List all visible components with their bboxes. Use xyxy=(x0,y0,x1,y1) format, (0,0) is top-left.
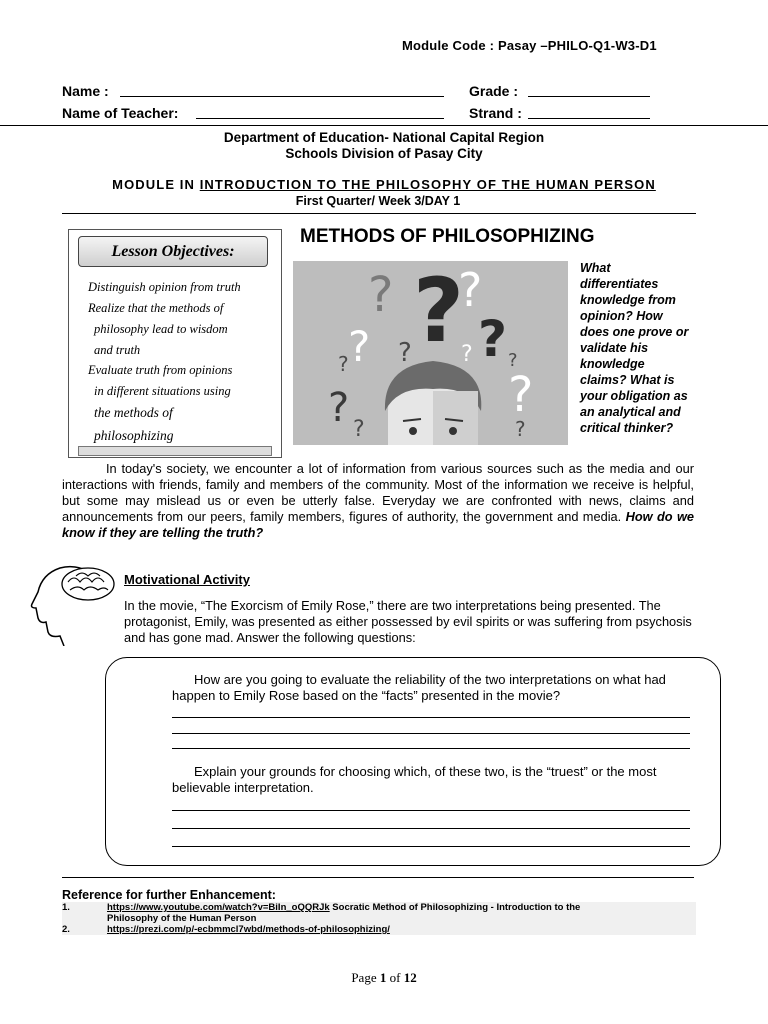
answer-line[interactable] xyxy=(172,846,690,847)
svg-text:?: ? xyxy=(458,263,483,317)
department-line-1: Department of Education- National Capital Region xyxy=(223,130,545,145)
title-divider xyxy=(62,213,696,214)
objectives-footer-bar xyxy=(78,446,272,456)
reference-description: Philosophy of the Human Person xyxy=(107,913,257,924)
module-prefix: MODULE IN xyxy=(112,177,200,192)
answer-line[interactable] xyxy=(172,748,690,749)
guide-question: What differentiates knowledge from opinion? How does one prove or validate his knowledge claims? What is your obligation as an analytical and critical thinker? xyxy=(580,261,689,435)
page-number xyxy=(0,970,768,986)
objective-line: philosophy lead to wisdom xyxy=(94,322,228,336)
teacher-label: Name of Teacher: xyxy=(62,105,179,121)
intro-text: In today's society, we encounter a lot of information from various sources such as the media and our interactions with friends, family and members of the community. Most of the information we receive is helpful, but some may mislead us or even be utterly false. Everyday we are confronted with news, claims and announcements from our peers, family members, figures of authority, the government and media. xyxy=(62,461,694,524)
grade-label: Grade : xyxy=(469,83,519,99)
references-divider xyxy=(62,877,694,878)
reference-number: 1. xyxy=(62,902,70,913)
svg-text:?: ? xyxy=(461,342,473,367)
module-code: Module Code : Pasay –PHILO-Q1-W3-D1 xyxy=(402,38,657,53)
page-current: 1 xyxy=(379,970,387,985)
svg-text:?: ? xyxy=(338,352,349,376)
answer-line[interactable] xyxy=(172,810,690,811)
department-line-2: Schools Division of Pasay City xyxy=(285,146,483,161)
objective-line: Distinguish opinion from truth xyxy=(88,280,241,294)
question-marks-illustration xyxy=(293,261,568,445)
objective-line: Realize that the methods of xyxy=(88,301,224,315)
svg-text:?: ? xyxy=(508,350,518,371)
reference-number: 2. xyxy=(62,924,70,935)
header-divider xyxy=(0,125,768,126)
svg-text:?: ? xyxy=(413,261,465,362)
strand-label: Strand : xyxy=(469,105,522,121)
page-of: of xyxy=(386,970,404,985)
objective-line: Evaluate truth from opinions xyxy=(88,363,233,377)
svg-text:?: ? xyxy=(515,417,526,441)
references-list xyxy=(62,902,696,935)
teacher-field[interactable] xyxy=(196,104,444,119)
answer-line[interactable] xyxy=(172,828,690,829)
reference-item xyxy=(62,902,696,913)
svg-text:?: ? xyxy=(348,322,371,371)
reference-link[interactable]: https://prezi.com/p/-ecbmmcl7wbd/methods-of-philosophizing/ xyxy=(107,924,390,935)
intro-paragraph xyxy=(62,461,694,541)
reference-link[interactable]: https://www.youtube.com/watch?v=BiIn_oQQRJk xyxy=(107,902,330,913)
question-2: Explain your grounds for choosing which, of these two, is the “truest” or the most believable interpretation. xyxy=(172,764,657,795)
svg-text:?: ? xyxy=(508,367,534,423)
intro-emphasis: How do we know if they are telling the truth? xyxy=(62,509,695,540)
svg-text:?: ? xyxy=(478,310,508,368)
answer-line[interactable] xyxy=(172,717,690,718)
module-title xyxy=(0,177,768,192)
name-field[interactable] xyxy=(120,82,444,97)
answer-line[interactable] xyxy=(172,733,690,734)
motivational-activity-text: In the movie, “The Exorcism of Emily Rose,” there are two interpretations being presented. The protagonist, Emily, was presented as either possessed by evil spirits or was suffering from psychosis and has gone mad. Answer the following questions: xyxy=(124,598,692,645)
head-brain-icon xyxy=(30,562,120,651)
reference-item-continued xyxy=(62,913,696,924)
svg-text:?: ? xyxy=(353,417,365,442)
grade-field[interactable] xyxy=(528,82,650,97)
svg-text:?: ? xyxy=(328,385,350,431)
references-title: Reference for further Enhancement: xyxy=(62,888,276,902)
question-1: How are you going to evaluate the reliability of the two interpretations on what had happen to Emily Rose based on the “facts” presented in the movie? xyxy=(172,672,666,703)
objective-line: the methods of xyxy=(94,405,173,420)
lesson-objectives-heading: Lesson Objectives: xyxy=(78,236,268,267)
department-heading xyxy=(0,130,768,162)
lesson-title: METHODS OF PHILOSOPHIZING xyxy=(300,226,595,247)
module-subject: INTRODUCTION TO THE PHILOSOPHY OF THE HUMAN PERSON xyxy=(199,177,656,192)
reference-item xyxy=(62,924,696,935)
strand-field[interactable] xyxy=(528,104,650,119)
motivational-activity-title: Motivational Activity xyxy=(124,572,250,587)
reference-description: Socratic Method of Philosophizing - Introduction to the xyxy=(329,902,581,913)
page-total: 12 xyxy=(403,970,417,985)
quarter-week-day: First Quarter/ Week 3/DAY 1 xyxy=(295,194,461,208)
name-label: Name : xyxy=(62,83,109,99)
objective-line: and truth xyxy=(94,343,141,357)
svg-text:?: ? xyxy=(368,267,394,323)
objective-line: in different situations using xyxy=(94,384,231,398)
page-prefix: Page xyxy=(351,970,380,985)
objective-line: philosophizing xyxy=(94,428,174,443)
svg-text:?: ? xyxy=(398,338,412,368)
